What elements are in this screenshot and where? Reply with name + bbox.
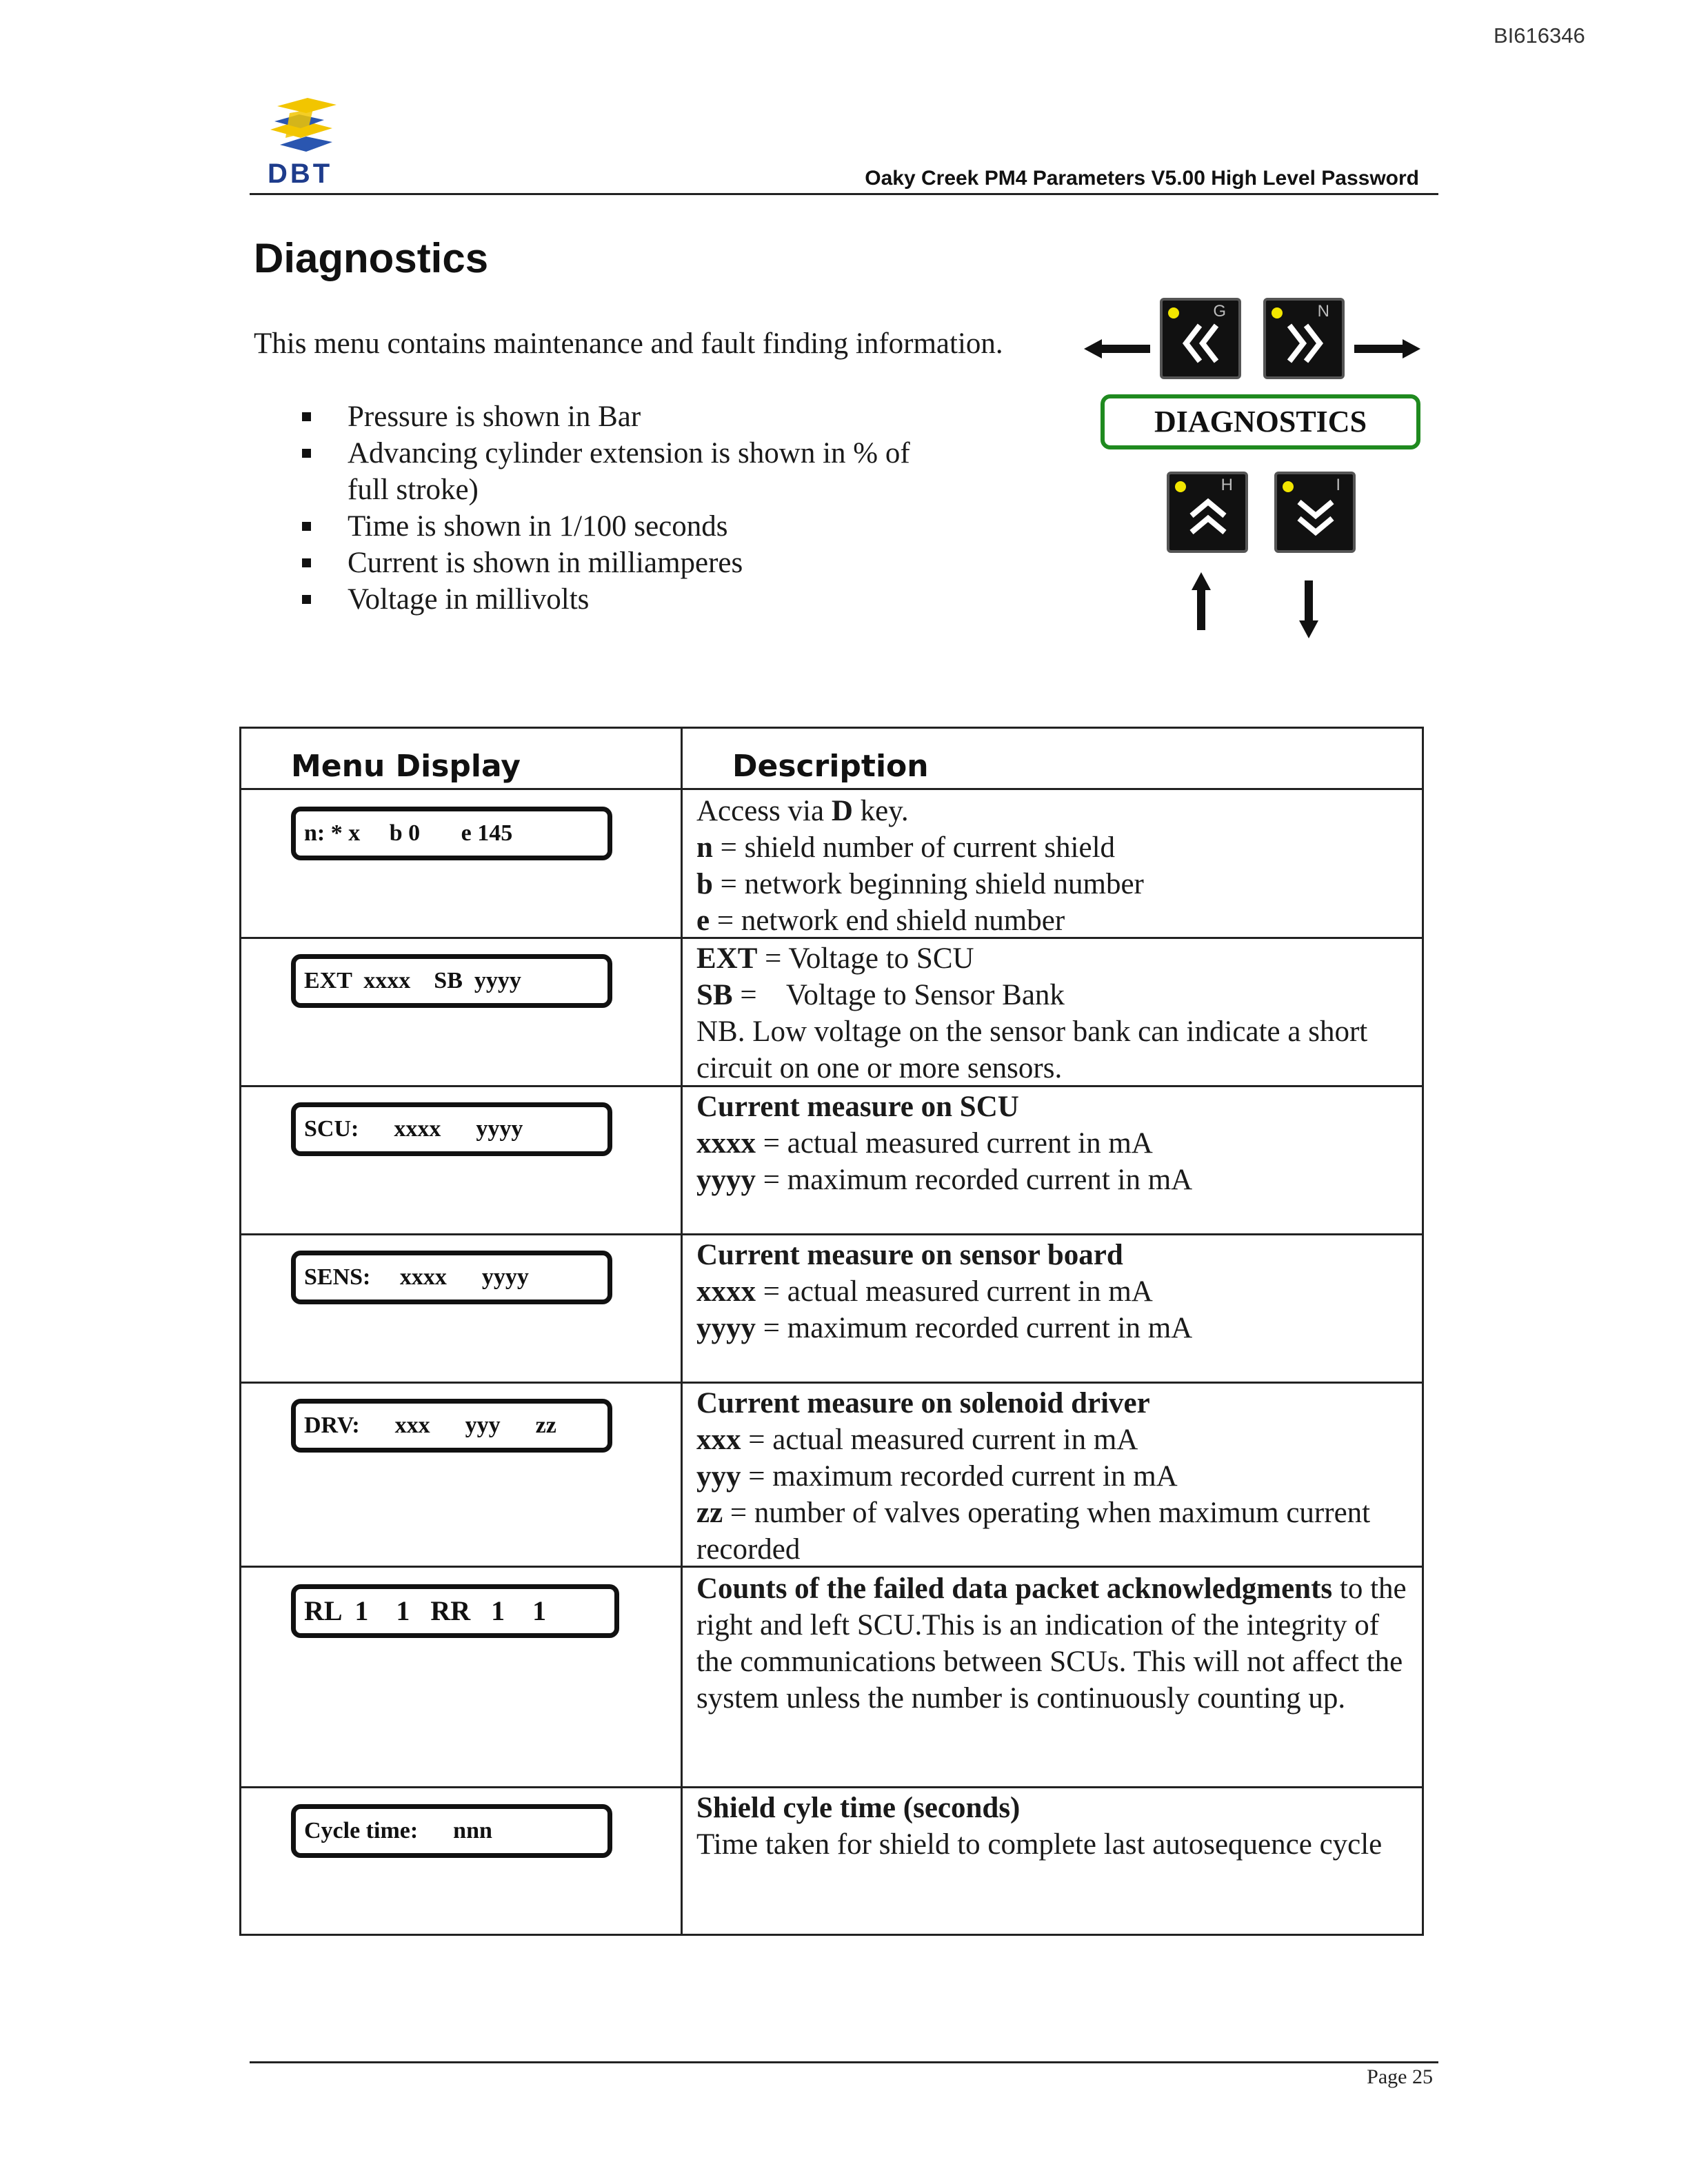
row-description: Current measure on sensor board xxxx = actual measured current in mA yyyy = maximum recorded current in mA [696, 1239, 1193, 1344]
lcd-display-cycle-time: Cycle time: nnn [291, 1804, 612, 1858]
row-description: Access via D key. n = shield number of current shield b = network beginning shield number e = network end shield number [696, 795, 1144, 937]
arrow-up-icon [1189, 572, 1214, 634]
row-description: Counts of the failed data packet acknowledgments to the right and left SCU.This is an indication of the integrity of the communications between SCUs. This will not affect the system unless the number is continuously counting up. [696, 1573, 1407, 1715]
bullet-item: Pressure is shown in Bar [302, 398, 934, 435]
row-divider [239, 1233, 1424, 1235]
row-divider [239, 1382, 1424, 1384]
row-description: Current measure on SCU xxxx = actual measured current in mA yyyy = maximum recorded current in mA [696, 1091, 1193, 1196]
lcd-display-sensor-current: SENS: xxxx yyyy [291, 1251, 612, 1304]
page-title: Diagnostics [254, 235, 489, 281]
header-title: Oaky Creek PM4 Parameters V5.00 High Level Password [865, 167, 1419, 190]
nav-key-down[interactable]: I [1274, 472, 1356, 553]
diagnostics-menu-label: DIAGNOSTICS [1101, 394, 1420, 449]
row-description: Shield cyle time (seconds) Time taken for shield to complete last autosequence cycle [696, 1792, 1383, 1861]
unit-bullet-list [302, 398, 934, 618]
lcd-display-packet-counts: RL 1 1 RR 1 1 [291, 1584, 619, 1638]
intro-text: This menu contains maintenance and fault finding information. [254, 327, 1003, 360]
double-chevron-up-icon [1186, 495, 1230, 539]
footer-rule [250, 2061, 1438, 2063]
row-divider [239, 788, 1424, 790]
bullet-item: Current is shown in milliamperes [302, 545, 934, 581]
column-divider [681, 727, 683, 1936]
lcd-display-driver-current: DRV: xxx yyy zz [291, 1399, 612, 1453]
arrow-right-icon [1354, 336, 1420, 365]
double-chevron-left-icon [1179, 321, 1223, 365]
nav-key-up[interactable]: H [1167, 472, 1248, 553]
lcd-display-scu-current: SCU: xxxx yyyy [291, 1102, 612, 1156]
page-number: Page 25 [1367, 2065, 1433, 2088]
column-header-menu-display: Menu Display [291, 749, 521, 784]
header-rule [250, 193, 1438, 195]
arrow-down-icon [1296, 580, 1321, 642]
nav-key-left[interactable]: G [1160, 298, 1241, 379]
row-description: EXT = Voltage to SCU SB = Voltage to Sensor Bank NB. Low voltage on the sensor bank can indicate a short circuit on one or more sensors. [696, 942, 1368, 1084]
arrow-left-icon [1084, 336, 1150, 365]
double-chevron-right-icon [1283, 321, 1327, 365]
column-header-description: Description [732, 749, 929, 784]
lcd-display-voltage: EXT xxxx SB yyyy [291, 954, 612, 1008]
bullet-item: Time is shown in 1/100 seconds [302, 508, 934, 545]
bullet-item: Voltage in millivolts [302, 581, 934, 618]
logo-text: DBT [268, 159, 333, 189]
row-divider [239, 1786, 1424, 1788]
nav-key-right[interactable]: N [1263, 298, 1345, 379]
bullet-item: Advancing cylinder extension is shown in % of full stroke) [302, 435, 934, 508]
double-chevron-down-icon [1294, 495, 1338, 539]
lcd-display-shield-info: n: * x b 0 e 145 [291, 807, 612, 860]
document-id: BI616346 [1494, 23, 1585, 48]
row-description: Current measure on solenoid driver xxx = actual measured current in mA yyy = maximum recorded current in mA zz = number of valves operating when maximum current recorded [696, 1387, 1371, 1566]
